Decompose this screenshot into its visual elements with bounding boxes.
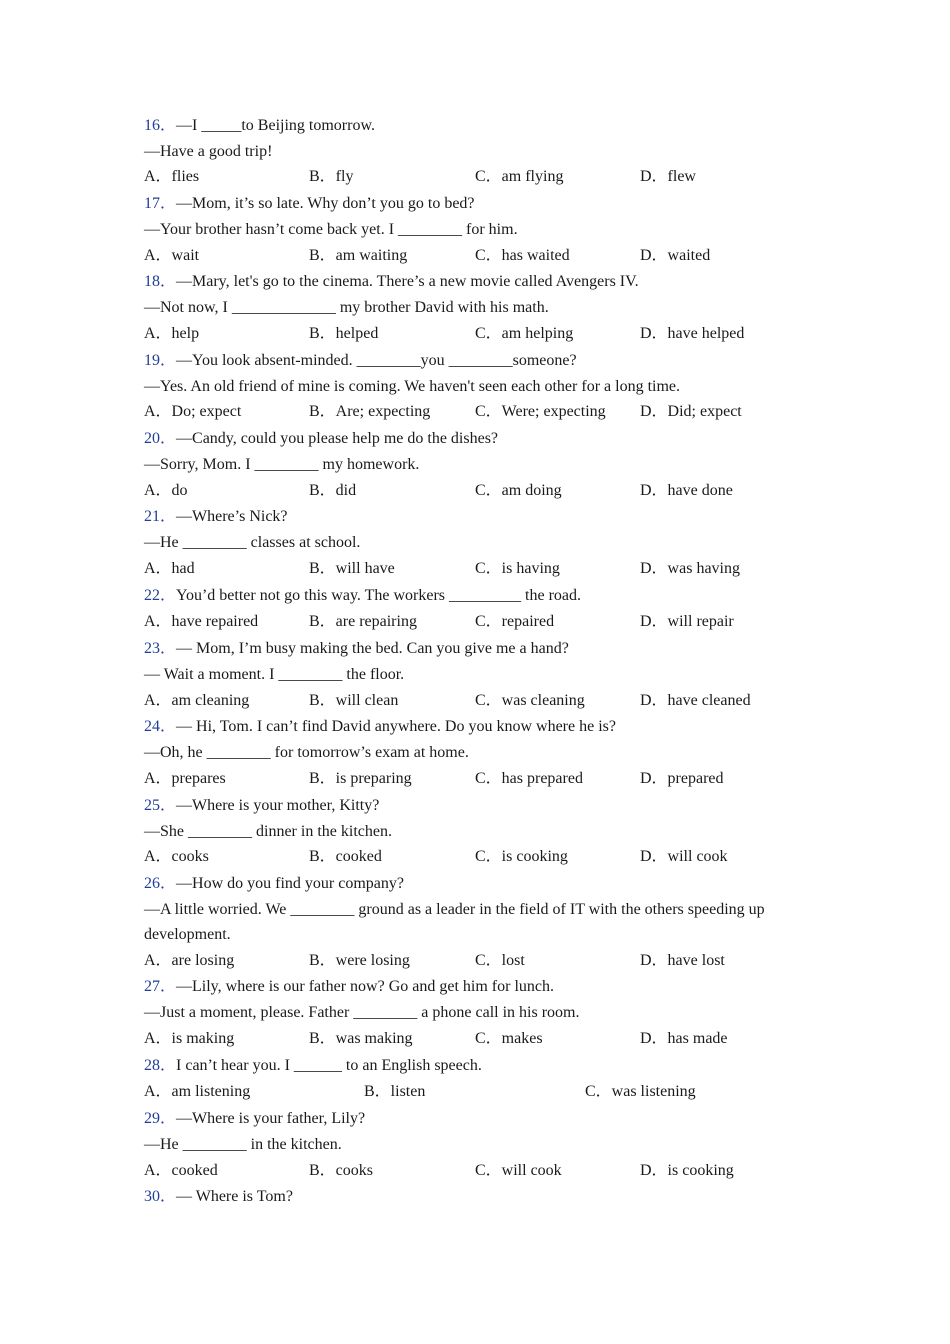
option-d: D．have done bbox=[640, 482, 733, 499]
question-26-options bbox=[144, 950, 824, 972]
question-number: 24． bbox=[144, 718, 177, 735]
question-21-options bbox=[144, 558, 824, 580]
question-25-reply: —She ________ dinner in the kitchen. bbox=[144, 823, 392, 840]
option-b: B．cooked bbox=[309, 848, 382, 865]
question-18-reply: —Not now, I _____________ my brother David with his math. bbox=[144, 299, 549, 316]
option-b: B．am waiting bbox=[309, 247, 408, 264]
question-number: 29． bbox=[144, 1110, 177, 1127]
question-number: 16． bbox=[144, 117, 177, 134]
question-24-reply: —Oh, he ________ for tomorrow’s exam at home. bbox=[144, 744, 469, 761]
question-27-stem bbox=[144, 976, 554, 998]
option-a: A．have repaired bbox=[144, 613, 259, 630]
question-23-options bbox=[144, 690, 824, 712]
question-17-options bbox=[144, 245, 824, 267]
question-29-stem bbox=[144, 1108, 365, 1130]
question-30-stem bbox=[144, 1186, 293, 1208]
option-c: C．am doing bbox=[475, 482, 562, 499]
question-20-reply: —Sorry, Mom. I ________ my homework. bbox=[144, 456, 420, 473]
question-text: — Hi, Tom. I can’t find David anywhere. Do you know where he is? bbox=[176, 718, 616, 735]
question-24-stem bbox=[144, 716, 616, 738]
option-b: B．will have bbox=[309, 560, 395, 577]
question-16-options bbox=[144, 166, 824, 188]
question-22-stem bbox=[144, 585, 581, 607]
option-c: C．lost bbox=[475, 952, 525, 969]
option-c: C．was cleaning bbox=[475, 692, 585, 709]
option-c: C．am flying bbox=[475, 168, 564, 185]
option-b: B．helped bbox=[309, 325, 379, 342]
option-d: D．Did; expect bbox=[640, 403, 742, 420]
question-21-stem bbox=[144, 506, 288, 528]
question-number: 18． bbox=[144, 273, 177, 290]
option-d: D．prepared bbox=[640, 770, 724, 787]
option-d: D．has made bbox=[640, 1030, 728, 1047]
option-b: B．cooks bbox=[309, 1162, 374, 1179]
question-number: 26． bbox=[144, 875, 177, 892]
question-text: —Where’s Nick? bbox=[176, 508, 288, 525]
question-28-options bbox=[144, 1081, 824, 1103]
option-b: B．listen bbox=[364, 1083, 426, 1100]
option-b: B．was making bbox=[309, 1030, 413, 1047]
question-29-options bbox=[144, 1160, 824, 1182]
option-d: D．have helped bbox=[640, 325, 745, 342]
option-a: A．am cleaning bbox=[144, 692, 250, 709]
question-text: You’d better not go this way. The workers _________ the road. bbox=[176, 587, 581, 604]
option-b: B．will clean bbox=[309, 692, 399, 709]
option-a: A．am listening bbox=[144, 1083, 251, 1100]
option-c: C．has waited bbox=[475, 247, 570, 264]
question-22-options bbox=[144, 611, 824, 633]
question-text: —Lily, where is our father now? Go and get him for lunch. bbox=[176, 978, 554, 995]
option-c: C．am helping bbox=[475, 325, 574, 342]
question-28-stem bbox=[144, 1055, 482, 1077]
question-text: —Mary, let's go to the cinema. There’s a new movie called Avengers IV. bbox=[176, 273, 639, 290]
question-text: I can’t hear you. I ______ to an English speech. bbox=[176, 1057, 482, 1074]
question-23-stem bbox=[144, 638, 569, 660]
option-a: A．flies bbox=[144, 168, 200, 185]
question-27-reply: —Just a moment, please. Father ________ a phone call in his room. bbox=[144, 1004, 580, 1021]
question-number: 22． bbox=[144, 587, 177, 604]
option-a: A．do bbox=[144, 482, 188, 499]
question-16-stem bbox=[144, 115, 375, 137]
question-26-reply: —A little worried. We ________ ground as a leader in the field of IT with the others speeding up bbox=[144, 901, 765, 918]
question-20-options bbox=[144, 480, 824, 502]
question-number: 21． bbox=[144, 508, 177, 525]
question-21-reply: —He ________ classes at school. bbox=[144, 534, 361, 551]
option-a: A．is making bbox=[144, 1030, 235, 1047]
question-19-stem bbox=[144, 350, 577, 372]
option-d: D．is cooking bbox=[640, 1162, 734, 1179]
option-d: D．waited bbox=[640, 247, 711, 264]
question-text: —Where is your father, Lily? bbox=[176, 1110, 366, 1127]
option-c: C．makes bbox=[475, 1030, 543, 1047]
question-text: — Where is Tom? bbox=[176, 1188, 293, 1205]
question-18-stem bbox=[144, 271, 639, 293]
option-a: A．wait bbox=[144, 247, 200, 264]
option-a: A．had bbox=[144, 560, 195, 577]
option-a: A．prepares bbox=[144, 770, 226, 787]
option-b: B．were losing bbox=[309, 952, 410, 969]
option-c: C．Were; expecting bbox=[475, 403, 606, 420]
option-c: C．has prepared bbox=[475, 770, 583, 787]
option-b: B．are repairing bbox=[309, 613, 417, 630]
option-c: C．will cook bbox=[475, 1162, 562, 1179]
question-23-reply: — Wait a moment. I ________ the floor. bbox=[144, 666, 405, 683]
question-number: 17． bbox=[144, 195, 177, 212]
option-c: C．was listening bbox=[585, 1083, 696, 1100]
question-number: 27． bbox=[144, 978, 177, 995]
question-19-reply: —Yes. An old friend of mine is coming. We haven't seen each other for a long time. bbox=[144, 378, 680, 395]
option-b: B．Are; expecting bbox=[309, 403, 431, 420]
question-25-stem bbox=[144, 795, 379, 817]
question-number: 30． bbox=[144, 1188, 177, 1205]
question-17-stem bbox=[144, 193, 475, 215]
option-a: A．help bbox=[144, 325, 200, 342]
option-d: D．will repair bbox=[640, 613, 734, 630]
option-c: C．is having bbox=[475, 560, 560, 577]
question-text: —Candy, could you please help me do the dishes? bbox=[176, 430, 499, 447]
option-a: A．cooks bbox=[144, 848, 209, 865]
option-d: D．have cleaned bbox=[640, 692, 751, 709]
question-number: 20． bbox=[144, 430, 177, 447]
question-20-stem bbox=[144, 428, 498, 450]
question-24-options bbox=[144, 768, 824, 790]
option-a: A．Do; expect bbox=[144, 403, 242, 420]
question-17-reply: —Your brother hasn’t come back yet. I ________ for him. bbox=[144, 221, 518, 238]
option-d: D．have lost bbox=[640, 952, 725, 969]
option-a: A．cooked bbox=[144, 1162, 218, 1179]
question-text: —Mom, it’s so late. Why don’t you go to bed? bbox=[176, 195, 475, 212]
option-c: C．repaired bbox=[475, 613, 555, 630]
option-a: A．are losing bbox=[144, 952, 235, 969]
question-number: 28． bbox=[144, 1057, 177, 1074]
question-number: 23． bbox=[144, 640, 177, 657]
question-18-options bbox=[144, 323, 824, 345]
option-c: C．is cooking bbox=[475, 848, 568, 865]
question-text: — Mom, I’m busy making the bed. Can you give me a hand? bbox=[176, 640, 569, 657]
question-text: —Where is your mother, Kitty? bbox=[176, 797, 380, 814]
option-d: D．flew bbox=[640, 168, 696, 185]
question-text: —How do you find your company? bbox=[176, 875, 404, 892]
question-16-reply: —Have a good trip! bbox=[144, 143, 273, 160]
question-text: —I _____to Beijing tomorrow. bbox=[176, 117, 375, 134]
option-d: D．will cook bbox=[640, 848, 728, 865]
question-number: 19． bbox=[144, 352, 177, 369]
question-19-options bbox=[144, 401, 824, 423]
option-b: B．fly bbox=[309, 168, 354, 185]
question-text: —You look absent-minded. ________you ________someone? bbox=[176, 352, 577, 369]
question-26-stem bbox=[144, 873, 404, 895]
option-d: D．was having bbox=[640, 560, 740, 577]
question-27-options bbox=[144, 1028, 824, 1050]
option-b: B．is preparing bbox=[309, 770, 412, 787]
question-25-options bbox=[144, 846, 824, 868]
option-b: B．did bbox=[309, 482, 357, 499]
question-number: 25． bbox=[144, 797, 177, 814]
question-29-reply: —He ________ in the kitchen. bbox=[144, 1136, 342, 1153]
question-26-reply-continued: development. bbox=[144, 926, 231, 943]
